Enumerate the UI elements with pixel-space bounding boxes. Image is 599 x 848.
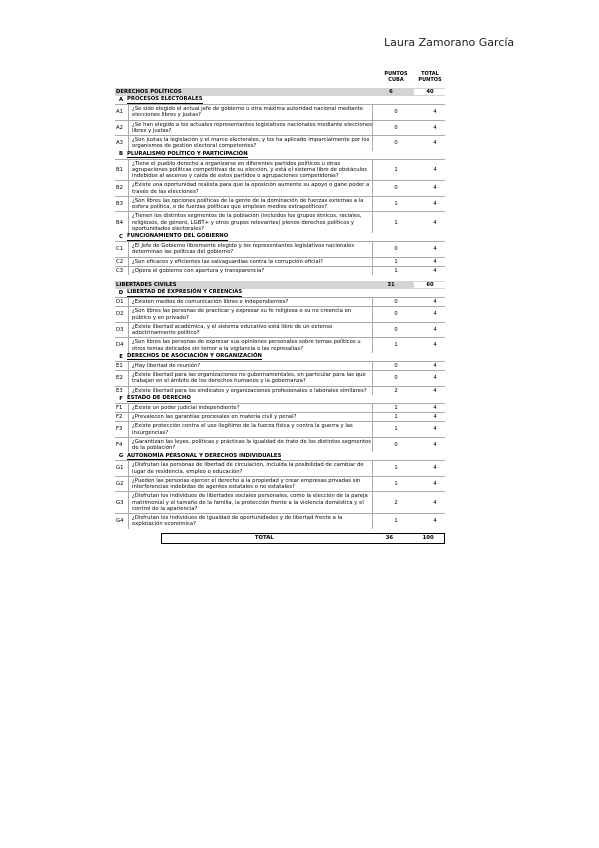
question-text: ¿Se han elegido a los actuales representantes legislativos nacionales mediante elecciones libres y justas? (129, 121, 373, 136)
subsection-title: DERECHOS DE ASOCIACIÓN Y ORGANIZACIÓN (127, 353, 262, 360)
question-points: 2 (394, 387, 398, 394)
question-total: 4 (433, 414, 437, 420)
subsection-row (115, 151, 445, 159)
question-points: 0 (394, 299, 398, 305)
question-row (115, 412, 445, 421)
question-total: 4 (433, 124, 437, 131)
subsection-letter: B (118, 151, 124, 158)
category-row (115, 88, 445, 96)
question-points: 1 (394, 404, 398, 411)
question-total: 4 (433, 441, 437, 448)
question-row (115, 241, 445, 257)
question-text: ¿Existe protección contra el uso ilegítimo de la fuerza física y contra la guerra y las insurgencias? (129, 422, 373, 437)
question-code: B2 (115, 181, 129, 196)
grand-total-max: 100 (422, 534, 434, 541)
question-points: 1 (394, 200, 398, 207)
question-total: 4 (433, 258, 437, 265)
question-points: 0 (394, 375, 398, 382)
question-text: ¿Son justas la legislación y el marco electorales, y los ha aplicado imparcialmente por los organismos de gestión electoral competentes? (129, 136, 373, 151)
scoring-table (115, 72, 445, 544)
question-text: ¿Existe libertad académica, y el sistema educativo está libre de un extenso adoctrinamiento político? (129, 323, 373, 338)
subsection-title: PLURALISMO POLÍTICO Y PARTICIPACIÓN (127, 150, 248, 157)
question-points: 2 (394, 499, 398, 506)
category-points: 6 (389, 88, 393, 95)
question-row (115, 370, 445, 386)
question-code: A3 (115, 136, 129, 151)
question-text: ¿Hay libertad de reunión? (129, 362, 373, 370)
subsection-letter: A (118, 96, 124, 103)
question-total: 4 (433, 499, 437, 506)
question-total: 4 (433, 480, 437, 487)
question-code: F2 (115, 413, 129, 421)
question-points: 0 (394, 185, 398, 192)
question-row (115, 196, 445, 212)
table-body (115, 88, 445, 529)
question-points: 1 (394, 166, 398, 173)
question-row (115, 180, 445, 196)
subsection-letter: G (118, 453, 124, 460)
question-row (115, 211, 445, 233)
subsection-row (115, 395, 445, 403)
question-text: ¿Son libres las personas de expresar sus opiniones personales sobre temas políticos u otros temas delicados sin temor a la vigilancia o las represalias? (129, 338, 373, 353)
question-text: ¿Pueden las personas ejercer el derecho a la propiedad y crear empresas privadas sin interferencias indebidas de agentes estatales o no estatales? (129, 477, 373, 492)
question-row (115, 421, 445, 437)
question-text: ¿Opera el gobierno con apertura y transparencia? (129, 267, 373, 275)
question-points: 0 (394, 124, 398, 131)
subsection-row (115, 452, 445, 460)
subsection-title: PROCESOS ELECTORALES (127, 96, 203, 103)
question-text: ¿Disfrutan los individuos de igualdad de oportunidades y de libertad frente a la explotación económica? (129, 514, 373, 529)
question-text: ¿Tiene el pueblo derecho a organizarse en diferentes partidos políticos u otras agrupaciones políticas competitivas de su elección, y está el sistema libre de obstáculos indebidos al ascenso y caída de estos partidos o agrupaciones competidoras? (129, 160, 373, 181)
question-total: 4 (433, 518, 437, 525)
question-row (115, 135, 445, 151)
category-row (115, 281, 445, 289)
question-total: 4 (433, 299, 437, 305)
question-row (115, 403, 445, 412)
question-points: 1 (394, 518, 398, 525)
question-code: D2 (115, 307, 129, 322)
question-row (115, 460, 445, 476)
question-text: ¿Tienen los distintos segmentos de la población (incluidos los grupos étnicos, raciales, religiosos, de género, LGBT+ y otros grupos relevantes) plenos derechos políticos y oportunidades electorales? (129, 212, 373, 233)
question-row (115, 159, 445, 181)
question-total: 4 (433, 426, 437, 433)
category-title: DERECHOS POLÍTICOS (116, 88, 182, 95)
subsection-title: LIBERTAD DE EXPRESIÓN Y CREENCIAS (127, 289, 243, 296)
question-code: B3 (115, 197, 129, 212)
question-text: ¿Existe libertad para las organizaciones no gubernamentales, en particular para las que trabajan en el ámbito de los derechos humanos y la gobernanza? (129, 371, 373, 386)
question-code: E1 (115, 362, 129, 370)
subsection-row (115, 353, 445, 361)
question-row (115, 437, 445, 453)
question-code: F3 (115, 422, 129, 437)
question-code: C2 (115, 258, 129, 266)
subsection-title: ESTADO DE DERECHO (127, 395, 191, 402)
question-code: G1 (115, 461, 129, 476)
category-points: 31 (387, 281, 395, 288)
question-points: 0 (394, 109, 398, 116)
question-code: B4 (115, 212, 129, 233)
question-total: 4 (433, 109, 437, 116)
question-points: 1 (394, 426, 398, 433)
question-code: A2 (115, 121, 129, 136)
subsection-row (115, 96, 445, 104)
question-row (115, 322, 445, 338)
subsection-title: FUNCIONAMIENTO DEL GOBIERNO (127, 233, 229, 240)
question-row (115, 491, 445, 513)
category-title: LIBERTADES CIVILES (116, 281, 177, 288)
question-row (115, 476, 445, 492)
question-code: C1 (115, 242, 129, 257)
question-points: 0 (394, 441, 398, 448)
question-row (115, 361, 445, 370)
question-total: 4 (433, 140, 437, 147)
question-points: 1 (394, 267, 398, 274)
question-total: 4 (433, 185, 437, 192)
question-points: 1 (394, 414, 398, 420)
question-points: 1 (394, 219, 398, 226)
question-points: 1 (394, 258, 398, 265)
question-text: ¿Existe un poder judicial independiente? (129, 404, 373, 412)
question-text: ¿Existe una oportunidad realista para que la oposición aumente su apoyo o gane poder a través de las elecciones? (129, 181, 373, 196)
question-points: 0 (394, 246, 398, 253)
question-text: ¿Se sido elegido el actual jefe de gobierno u otra máxima autoridad nacional mediante elecciones libres y justas? (129, 105, 373, 120)
subsection-row (115, 289, 445, 297)
question-text: ¿Disfrutan los individuos de libertades sociales personales, como la elección de la pareja matrimonial y el tamaño de la familia, la protección frente a la violencia doméstica y el control de la apariencia? (129, 492, 373, 513)
question-text: ¿El Jefe de Gobierno libremente elegido y los representantes legislativos nacionales determinan las políticas del gobierno? (129, 242, 373, 257)
question-row (115, 266, 445, 275)
question-total: 4 (433, 375, 437, 382)
question-row (115, 513, 445, 529)
grand-total-row (161, 533, 445, 544)
subsection-letter: F (119, 395, 123, 402)
column-headers (115, 72, 445, 88)
question-row (115, 306, 445, 322)
question-total: 4 (433, 200, 437, 207)
question-points: 0 (394, 362, 398, 369)
question-text: ¿Son eficaces y eficientes las salvaguardias contra la corrupción oficial? (129, 258, 373, 266)
category-total: 40 (414, 89, 446, 95)
question-code: D1 (115, 298, 129, 306)
question-total: 4 (433, 267, 437, 274)
question-text: ¿Existe libertad para los sindicatos y organizaciones profesionales o laborales similares? (129, 387, 373, 395)
question-total: 4 (433, 166, 437, 173)
question-code: F1 (115, 404, 129, 412)
question-text: ¿Disfrutan las personas de libertad de circulación, incluida la posibilidad de cambiar de lugar de residencia, empleo o educación? (129, 461, 373, 476)
question-text: ¿Son libres las personas de practicar y expresar su fe religiosa o su no creencia en público y en privado? (129, 307, 373, 322)
question-row (115, 257, 445, 266)
question-code: G2 (115, 477, 129, 492)
question-total: 4 (433, 342, 437, 349)
subsection-title: AUTONOMÍA PERSONAL Y DERECHOS INDIVIDUALES (127, 452, 282, 459)
question-row (115, 337, 445, 353)
question-text: ¿Existen medios de comunicación libres e independientes? (129, 298, 373, 306)
question-points: 0 (394, 311, 398, 318)
question-code: C3 (115, 267, 129, 275)
question-points: 1 (394, 465, 398, 472)
question-text: ¿Prevalecen las garantías procesales en materia civil y penal? (129, 413, 373, 421)
question-total: 4 (433, 387, 437, 394)
column-header-total-points: TOTAL PUNTOS (418, 71, 442, 83)
grand-total-points: 36 (385, 534, 394, 541)
question-total: 4 (433, 326, 437, 333)
column-header-points-cuba: PUNTOS CUBA (384, 71, 408, 83)
question-row (115, 104, 445, 120)
question-total: 4 (433, 404, 437, 411)
subsection-row (115, 233, 445, 241)
question-points: 1 (394, 342, 398, 349)
subsection-letter: E (119, 353, 123, 360)
question-total: 4 (433, 465, 437, 472)
question-code: D4 (115, 338, 129, 353)
question-total: 4 (433, 311, 437, 318)
question-code: F4 (115, 438, 129, 453)
question-code: D3 (115, 323, 129, 338)
question-row (115, 297, 445, 306)
question-code: G3 (115, 492, 129, 513)
subsection-letter: D (118, 289, 124, 296)
question-row (115, 386, 445, 395)
question-text: ¿Son libres las opciones políticas de la gente de la dominación de fuerzas externas a la esfera política, o de fuerzas políticas que emplean medios extrapolíticos? (129, 197, 373, 212)
category-total: 60 (414, 282, 446, 288)
question-code: G4 (115, 514, 129, 529)
question-total: 4 (433, 362, 437, 369)
question-total: 4 (433, 219, 437, 226)
subsection-letter: C (119, 233, 123, 240)
question-points: 0 (394, 326, 398, 333)
grand-total-label: TOTAL (254, 534, 274, 541)
question-code: B1 (115, 160, 129, 181)
question-total: 4 (433, 246, 437, 253)
question-points: 0 (394, 140, 398, 147)
question-code: E2 (115, 371, 129, 386)
question-points: 1 (394, 480, 398, 487)
question-code: E3 (115, 387, 129, 395)
author-name: Laura Zamorano García (384, 36, 515, 49)
question-code: A1 (115, 105, 129, 120)
question-row (115, 120, 445, 136)
question-text: ¿Garantizan las leyes, políticas y prácticas la igualdad de trato de los distintos segmentos de la población? (129, 438, 373, 453)
